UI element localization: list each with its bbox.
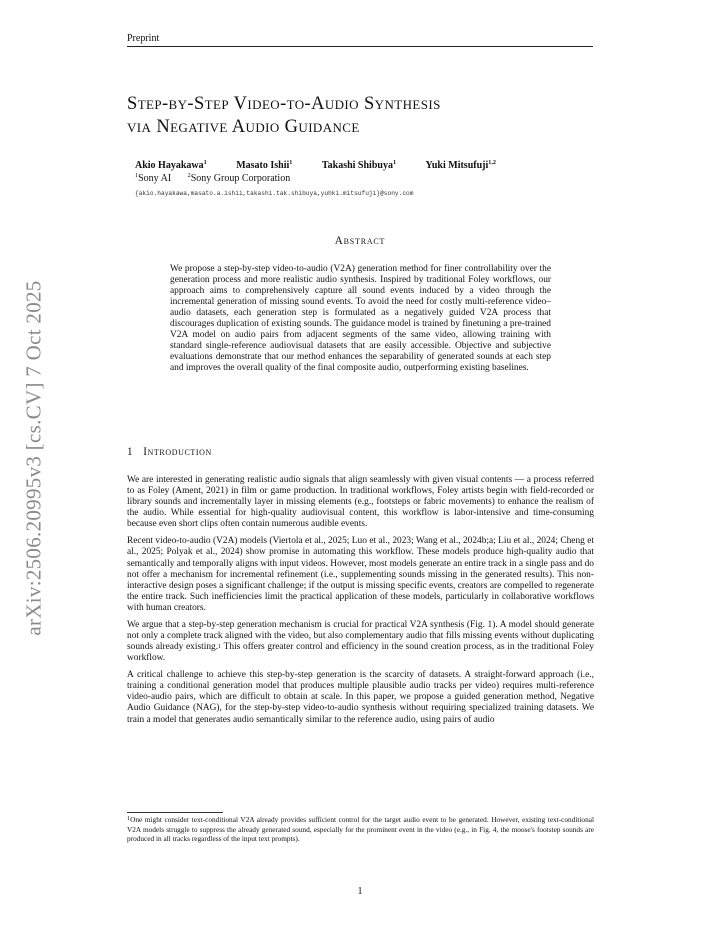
author: Yuki Mitsufuji$^{1,2}$ [425,159,496,171]
body-text [127,475,594,732]
affiliation: $^2$Sony Group Corporation [187,172,291,184]
author: Akio Hayakawa$^1$ [135,159,207,171]
author: Masato Ishii$^1$ [236,159,293,171]
author-emails: {akio.hayakawa,masato.a.ishii,takashi.tak.shibuya,yuhki.mitsufuji}@sony.com [135,190,414,197]
abstract-heading: Abstract [334,235,386,247]
paragraph: Recent video-to-audio (V2A) models (Viertola et al., 2025; Luo et al., 2023; Wang et al., 2024b;a; Liu et al., 2024; Cheng et al., 2025; Polyak et al., 2024) show promise in automating this workflow. These models produce high-quality audio that semantically and temporally aligns with input videos. However, most models generate an entire track in a single pass and do not offer a mechanism for incremental refinement (i.e., supplementing sounds missing in the generated results). This non-interactive design poses a significant challenge; if the output is missing specific events, creators are compelled to regenerate the entire track. Such inefficiencies limit the practical application of these models, particularly in collaborative workflows with human creators. [127,536,594,613]
section-number: 1 [127,446,134,458]
footnote [127,815,594,844]
arxiv-identifier: arXiv:2506.20995v3 [cs.CV] 7 Oct 2025 [21,280,46,636]
section-heading [127,446,593,458]
affiliation: $^1$Sony AI [135,172,172,184]
title-line-2: via Negative Audio Guidance [127,117,360,137]
footnote-rule [127,812,223,813]
running-header: Preprint [127,33,593,47]
abstract-text: We propose a step-by-step video-to-audio (V2A) generation method for finer controllability over the generation process and more realistic audio synthesis. Inspired by traditional Foley workflows, our approach aims to comprehensively capture all sound events induced by a video through the incremental generation of missing sound events. To avoid the need for costly multi-reference video–audio datasets, each generation step is formulated as a negatively guided V2A process that discourages duplication of existing sounds. The guidance model is trained by finetuning a pre-trained V2A model on audio pairs from adjacent segments of the same video, allowing training with standard single-reference audiovisual datasets that are easily accessible. Objective and subjective evaluations demonstrate that our method enhances the separability of generated sounds at each step and improves the overall quality of the final composite audio, outperforming existing baselines. [170,264,551,374]
paragraph: A critical challenge to achieve this step-by-step generation is the scarcity of datasets. A straight-forward approach (i.e., training a conditional generation model that produces multiple plausible audio tracks per video) requires multi-reference video-audio pairs, which are difficult to obtain at scale. In this paper, we propose a guided generation method, Negative Audio Guidance (NAG), for the step-by-step video-to-audio synthesis without requiring specialized training datasets. We train a model that generates audio semantically similar to the reference audio, using pairs of audio [127,670,594,725]
section-title: Introduction [143,446,212,458]
footnote-mark: 1 [127,815,131,822]
paper-title [127,93,597,139]
paragraph: We argue that a step-by-step generation mechanism is crucial for practical V2A synthesis (Fig. 1). A model should generate not only a complete track aligned with the video, but also complementary audio that fills missing events without duplicating sounds already existing.$^1$ This offers greater control and efficiency in the sound creation process, as in the traditional Foley workflow. [127,619,594,664]
author-list [135,160,605,171]
affiliations [135,173,304,184]
page-number: 1 [357,886,363,897]
footnote-marker[interactable]: 1 [218,643,222,651]
footnote-text: One might consider text-conditional V2A already provides sufficient control for the target audio event to be generated. However, existing text-conditional V2A models struggle to suppress the already generated sound, especially for the prominent event in the video (e.g., in Fig. 4, the moose's footstep sounds are produced in all tracks regardless of the input text prompts). [127,815,594,844]
paragraph: We are interested in generating realistic audio signals that align seamlessly with given visual contents — a process referred to as Foley (Ament, 2021) in film or game production. In traditional workflows, Foley artists begin with field-recorded or library sounds and incrementally layer in missing elements (e.g., footsteps or fabric movements) to enhance the realism of the audio. While essential for high-quality audiovisual content, this workflow is labor-intensive and time-consuming because even short clips often contain numerous audible events. [127,475,594,530]
arxiv-stamp [14,268,54,648]
author: Takashi Shibuya$^1$ [321,159,397,171]
title-line-1: Step-by-Step Video-to-Audio Synthesis [127,94,441,114]
